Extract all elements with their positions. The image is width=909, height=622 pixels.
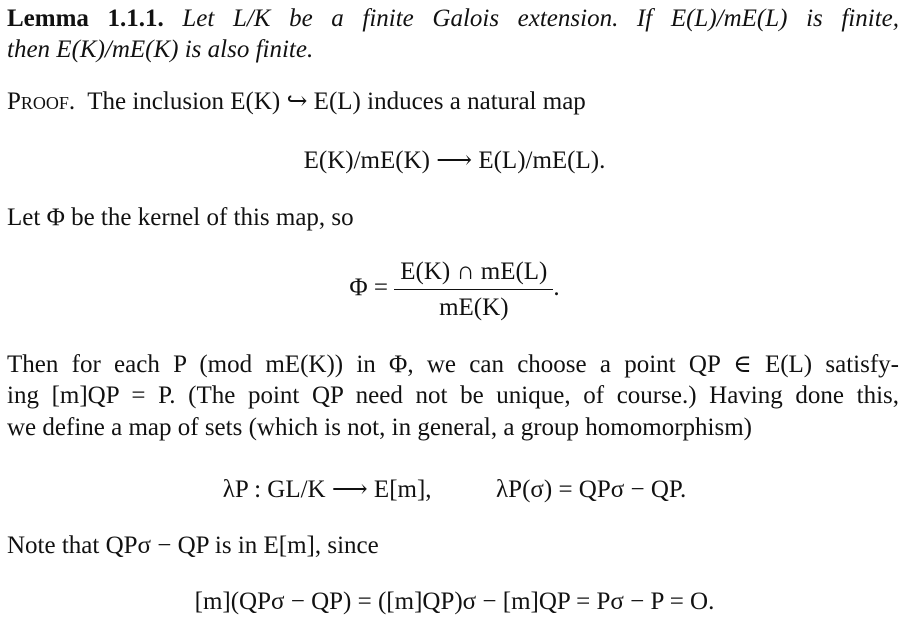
lambda-formula: λP(σ) = QPσ − QP. xyxy=(496,476,687,503)
paragraph-line-2: ing [m]QP = P. (The point QP need not be unique, of course.) Having done this, xyxy=(7,382,899,409)
kernel-lhs: Φ = xyxy=(349,274,388,302)
proof-line xyxy=(7,86,899,117)
kernel-trail: . xyxy=(553,274,560,302)
equation-final: [m](QPσ − QP) = ([m]QP)σ − [m]QP = Pσ − P = O. xyxy=(194,588,715,615)
paragraph-line-1: Then for each P (mod mE(K)) in Φ, we can choose a point QP ∈ E(L) satisfy- xyxy=(7,351,899,378)
equation-natural-map: E(K)/mE(K) ⟶ E(L)/mE(L). xyxy=(303,147,606,174)
lemma-label: Lemma 1.1.1. xyxy=(7,5,164,32)
lemma-line-1 xyxy=(7,3,899,34)
equation-lambda xyxy=(0,474,909,505)
lemma-text-1: Let L/K be a finite Galois extension. If E(L)/mE(L) is finite, xyxy=(182,5,899,32)
kernel-numerator: E(K) ∩ mE(L) xyxy=(394,256,553,290)
kernel-fraction xyxy=(394,256,553,323)
note-text: Note that QPσ − QP is in E[m], since xyxy=(7,532,379,559)
equation-kernel xyxy=(0,256,909,323)
proof-heading: Proof. xyxy=(7,88,76,115)
lambda-definition: λP : GL/K ⟶ E[m], xyxy=(222,476,432,503)
kernel-denominator: mE(K) xyxy=(439,294,509,321)
proof-intro: The inclusion E(K) ↪ E(L) induces a natural map xyxy=(87,88,586,115)
kernel-text: Let Φ be the kernel of this map, so xyxy=(7,204,354,231)
lemma-line-2: then E(K)/mE(K) is also finite. xyxy=(7,36,314,63)
paragraph-line-3: we define a map of sets (which is not, in general, a group homomorphism) xyxy=(7,414,752,441)
